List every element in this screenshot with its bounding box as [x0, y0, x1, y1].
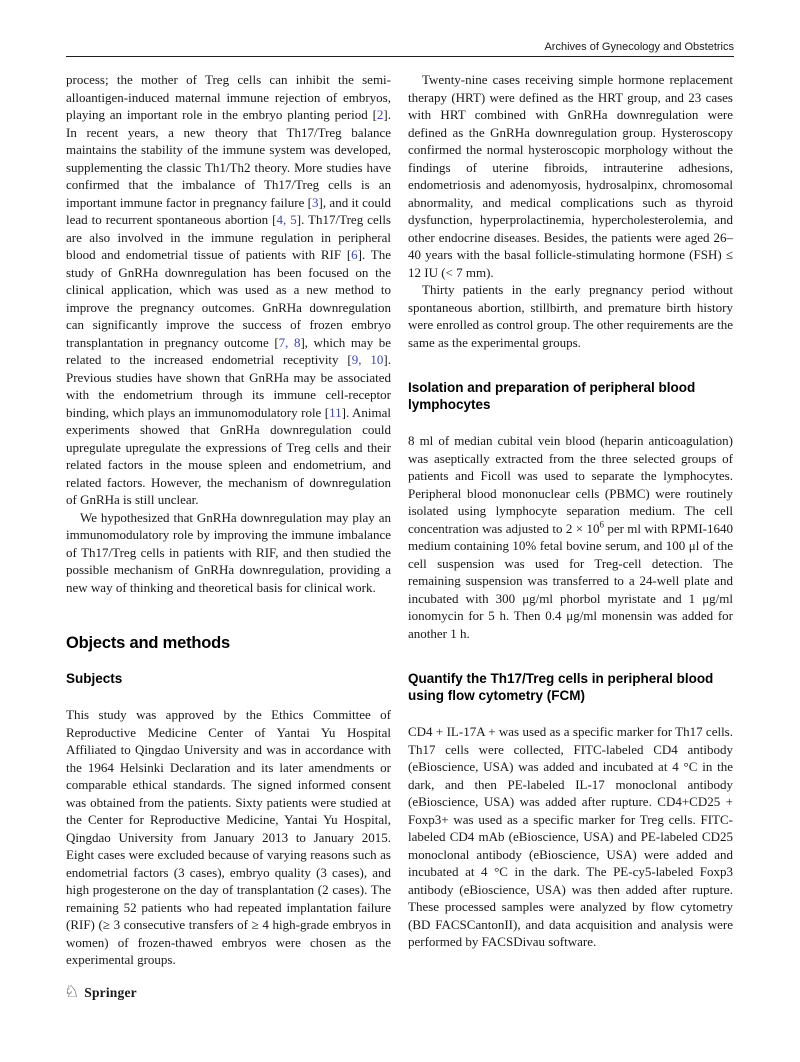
header-rule — [66, 56, 734, 57]
left-column — [66, 71, 391, 969]
text-run: Twenty-nine cases receiving simple hormone replacement therapy (HRT) were defined as the HRT group, and 23 cases with HRT combined with GnRHa downregulation were defined as the GnRHa downregulation group. Hysteroscopy confirmed the normal hysteroscopic morphology without the findings of uterine fibroids, intrauterine adhesions, endometriosis and adenomyosis, hydrosalpinx, chromosomal abnormality, and medical complications such as thyroid dysfunction, hyperprolactinemia, hypercholesterolemia, and other endocrine diseases. Besides, the patients were aged 26–40 years with the basal follicle-stimulating hormone (FSH) ≤ 12 IU (< 7 mm). — [408, 72, 733, 280]
text-run: We hypothesized that GnRHa downregulation may play an immunomodulatory role by improving the immune imbalance of Th17/Treg cells in patients with RIF, and then studied the possible mechanism of GnRHa downregulation, providing a new way of thinking and theoretical basis for clinical work. — [66, 509, 391, 595]
text-run: ]. Th17/Treg cells are also involved in the immune regulation in peripheral blood and endometrial tissue of patients with RIF [ — [66, 212, 391, 262]
subsection-heading: Isolation and preparation of peripheral blood lymphocytes — [408, 380, 696, 412]
text-run: 8 ml of median cubital vein blood (heparin anticoagulation) was aseptically extracted from the three selected groups of patients and Ficoll was used to separate the lymphocytes. Peripheral blood mononuclear cells (PBMC) were routinely isolated using lymphocyte separation medium. The cell concentration was adjusted to 2 × 10 — [408, 433, 733, 536]
text-run: ]. Animal experiments showed that GnRHa downregulation could upregulate upregulate the expressions of Treg cells and their related factors in the mouse spleen and endometrium, and related factors. However, the mechanism of downregulation of GnRHa is still unclear. — [66, 404, 392, 507]
section-heading: Objects and methods — [66, 634, 230, 652]
text-run: ]. The study of GnRHa downregulation has been focused on the clinical application, which was used as a new method to improve the pregnancy outcomes. GnRHa downregulation can significantly improve the success of frozen embryo transplantation in pregnancy outcome [ — [66, 247, 391, 350]
text-run: ], and it could lead to recurrent spontaneous abortion [ — [66, 194, 391, 227]
paragraph — [66, 71, 391, 509]
citation-link[interactable]: 4, 5 — [276, 212, 297, 227]
text-run: This study was approved by the Ethics Committee of Reproductive Medicine Center of Yantai Yu Hospital Affiliated to Qingdao University and was in accordance with the 1964 Helsinki Declaration and its later amendments or comparable ethical standards. The signed informed consent was obtained from the patients. Sixty patients were studied at the Center for Reproductive Medicine, Yantai Yu Hospital, Qingdao University from January 2013 to January 2015. Eight cases were excluded because of varying reasons such as endometrial factors (3 cases), embryo quality (3 cases), and high progesterone on the day of transplantation (2 cases). The remaining 52 patients who had repeated implantation failure (RIF) (≥ 3 consecutive transfers of ≥ 4 high-grade embryos in women) of frozen-thawed embryos were chosen as the experimental groups. — [66, 707, 391, 967]
right-column — [408, 71, 733, 951]
text-run: CD4 + IL-17A + was used as a specific marker for Th17 cells. Th17 cells were collected, FITC-labeled CD4 antibody (eBioscience, USA) was added and incubated at 4 °C in the dark, and then PE-labeled IL-17 monoclonal antibody (eBioscience, USA) was added after rupture. CD4+CD25 + Foxp3+ was used as a specific marker for Treg cells. FITC-labeled CD4 mAb (eBioscience, USA) and PE-labeled CD25 monoclonal antibody (eBioscience, USA) were added and incubated at 4 °C in the dark. The PE-cy5-labeled Foxp3 antibody (eBioscience, USA) was then added after rupture. These processed samples were analyzed by flow cytometry (BD FACSCantonII), and data acquisition and analysis were performed by FACSDivau software. — [408, 724, 733, 949]
text-run: ]. In recent years, a new theory that Th17/Treg balance maintains the stability of the immune system was developed, supplementing the classic Th1/Th2 theory. More studies have confirmed that the imbalance of Th17/Treg cells is an important immune factor in pregnancy failure [ — [66, 107, 391, 210]
paragraph — [66, 509, 391, 597]
citation-link[interactable]: 9, 10 — [351, 352, 384, 367]
journal-title: Archives of Gynecology and Obstetrics — [544, 41, 734, 53]
citation-link[interactable]: 2 — [376, 107, 384, 122]
text-run: process; the mother of Treg cells can inhibit the semi-alloantigen-induced maternal immune rejection of embryos, playing an important role in the embryo planting period [ — [66, 72, 391, 122]
paragraph — [408, 723, 733, 951]
text-run: Thirty patients in the early pregnancy period without spontaneous abortion, stillbirth, and premature birth history were enrolled as control group. The other requirements are the same as the experimental groups. — [408, 282, 733, 350]
citation-link[interactable]: 3 — [312, 194, 319, 210]
paragraph — [66, 706, 391, 969]
text-run: ]. Previous studies have shown that GnRHa may be associated with the endometrium through its immune cell-receptor binding, which plays an immunomodulatory role [ — [66, 352, 391, 420]
article-body — [66, 71, 734, 969]
chess-knight-icon: ♘ — [64, 982, 80, 1002]
paragraph — [408, 432, 733, 642]
superscript: 6 — [599, 519, 604, 530]
citation-link[interactable]: 7, 8 — [278, 334, 301, 350]
paragraph — [408, 71, 733, 281]
subsection-heading: Subjects — [66, 671, 123, 686]
subsection-heading: Quantify the Th17/Treg cells in peripheral blood using flow cytometry (FCM) — [408, 671, 714, 703]
text-run: ], which may be related to the increased endometrial receptivity [ — [66, 334, 391, 367]
text-run: per ml with RPMI-1640 medium containing 10% fetal bovine serum, and 100 μl of the cell suspension was used for Treg-cell detection. The remaining suspension was transferred to a 24-well plate and incubated with 300 μg/ml phorbol myristate and 1 μg/ml ionomycin for 5 h. Then 0.4 μg/ml monensin was added for another 1 h. — [408, 520, 733, 641]
citation-link[interactable]: 11 — [329, 404, 342, 420]
publisher-name: Springer — [84, 984, 137, 1000]
citation-link[interactable]: 6 — [351, 247, 358, 262]
publisher-logo — [64, 984, 137, 1001]
paragraph — [408, 281, 733, 351]
